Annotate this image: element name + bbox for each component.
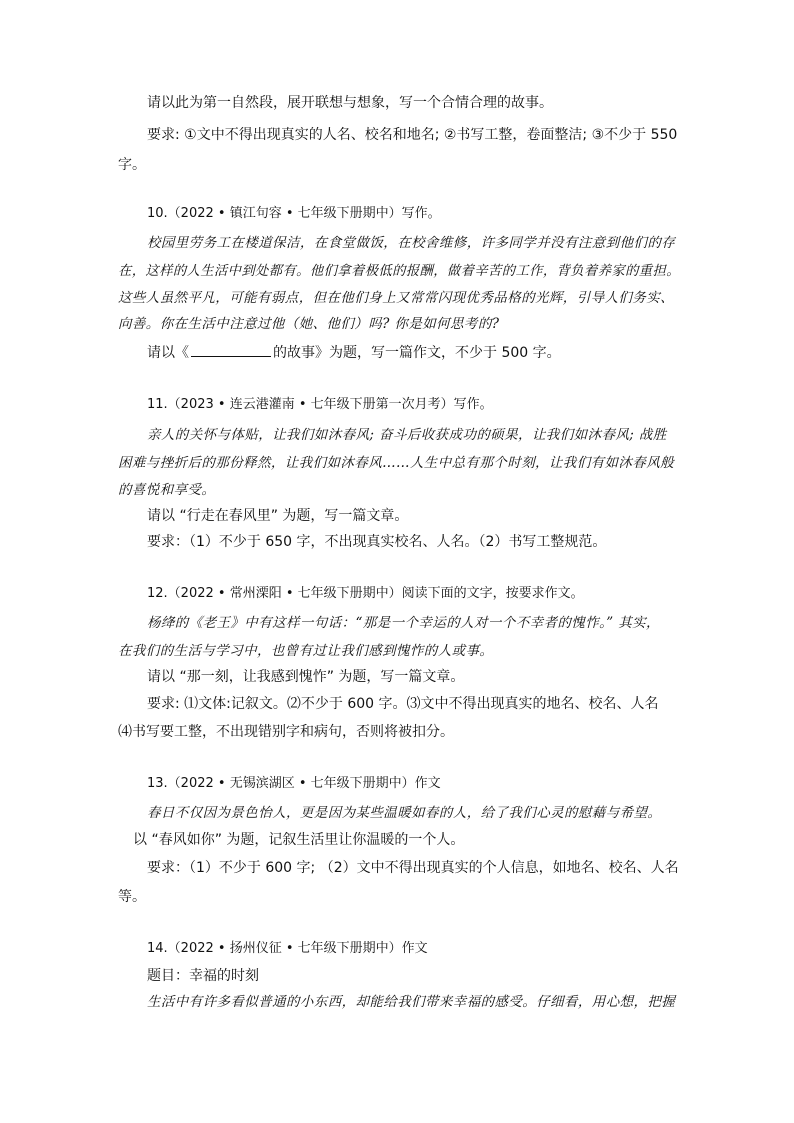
intro-requirements-line-1: 要求: ①文中不得出现真实的人名、校名和地名; ②书写工整，卷面整洁; ③不少于 550 [147,127,678,143]
q11-requirements: 要求：（1）不少于 650 字，不出现真实校名、人名。（2）书写工整规范。 [147,534,607,550]
q11-header: 11.（2023 • 连云港灌南 • 七年级下册第一次月考）写作。 [147,397,493,412]
q10-blank-line [191,344,271,357]
q10-prompt-start: 请以《 [147,345,189,361]
q11-material-line-1: 亲人的关怀与体贴，让我们如沐春风; 奋斗后收获成功的硕果，让我们如沐春风; 战胜 [147,427,667,443]
q12-requirements-line-2: ⑷书写要工整，不出现错别字和病句，否则将被扣分。 [118,724,454,740]
q10-header: 10.（2022 • 镇江句容 • 七年级下册期中）写作。 [147,206,441,221]
intro-paragraph-1: 请以此为第一自然段，展开联想与想象，写一个合情合理的故事。 [147,95,553,111]
q11-prompt: 请以 “行走在春风里” 为题，写一篇文章。 [147,508,409,524]
q12-prompt: 请以 “那一刻，让我感到愧怍” 为题，写一篇文章。 [147,669,465,685]
q12-requirements-line-1: 要求: ⑴文体:记叙文。⑵不少于 600 字。⑶文中不得出现真实的地名、校名、人名 [147,696,659,712]
q13-requirements-line-2: 等。 [118,889,146,905]
q12-material-line-2: 在我们的生活与学习中，也曾有过让我们感到愧怍的人或事。 [118,643,494,659]
q13-material-line-1: 春日不仅因为景色怡人，更是因为某些温暖如春的人，给了我们心灵的慰藉与希望。 [147,805,662,821]
q14-material-line-1: 生活中有许多看似普通的小东西，却能给我们带来幸福的感受。仔细看，用心想，把握 [147,994,676,1010]
q10-material-line-4: 向善。你在生活中注意过他（她、他们）吗? 你是如何思考的? [118,316,500,332]
q10-prompt-end: 的故事》为题，写一篇作文，不少于 500 字。 [273,345,561,361]
q12-header: 12.（2022 • 常州溧阳 • 七年级下册期中）阅读下面的文字，按要求作文。 [147,586,584,601]
intro-requirements-line-2: 字。 [118,157,146,173]
q11-material-line-3: 的喜悦和享受。 [118,482,216,498]
q13-requirements-line-1: 要求：（1）不少于 600 字; （2）文中不得出现真实的个人信息，如地名、校名、人名 [147,860,679,876]
q12-material-line-1: 杨绛的《老王》中有这样一句话：“那是一个幸运的人对一个不幸者的愧怍。” 其实， [147,615,660,631]
q14-title: 题目：幸福的时刻 [147,968,259,984]
q10-prompt [147,344,561,360]
q10-material-line-2: 在，这样的人生活中到处都有。他们拿着极低的报酬，做着辛苦的工作，背负着养家的重担。 [118,263,680,279]
q10-material-line-3: 这些人虽然平凡，可能有弱点，但在他们身上又常常闪现优秀品格的光辉，引导人们务实、 [118,290,674,306]
q13-header: 13.（2022 • 无锡滨湖区 • 七年级下册期中）作文 [147,776,441,791]
q13-prompt: 以 “春风如你” 为题，记叙生活里让你温暖的一个人。 [133,832,465,848]
q11-material-line-2: 困难与挫折后的那份释然，让我们如沐春风……人生中总有那个时刻，让我们有如沐春风般 [118,455,674,471]
q10-material-line-1: 校园里劳务工在楼道保洁，在食堂做饭，在校舍维修，许多同学并没有注意到他们的存 [147,235,676,251]
q14-header: 14.（2022 • 扬州仪征 • 七年级下册期中）作文 [147,941,428,956]
